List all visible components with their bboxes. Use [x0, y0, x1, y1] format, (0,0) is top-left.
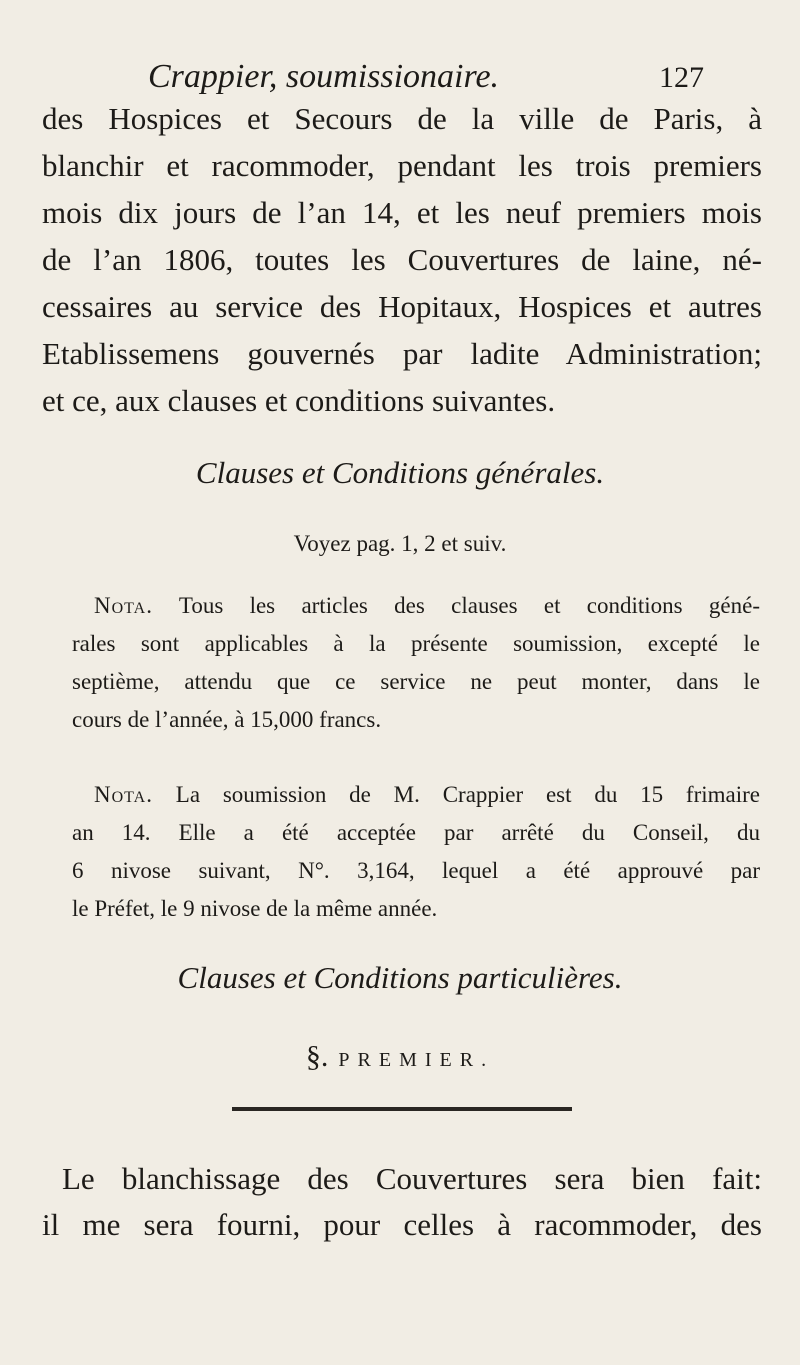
- nota-line: 6 nivose suivant, N°. 3,164, lequel a été approuvé par: [72, 858, 760, 883]
- nota-line: an 14. Elle a été acceptée par arrêté du Conseil, du: [72, 820, 760, 845]
- nota-line: rales sont applicables à la présente soumission, excepté le: [72, 631, 760, 656]
- body-line: cessaires au service des Hopitaux, Hospices et autres: [42, 289, 762, 324]
- body-line: de l’an 1806, toutes les Couvertures de laine, né-: [42, 242, 762, 277]
- section-heading: [0, 1040, 800, 1074]
- body-line: des Hospices et Secours de la ville de Paris, à: [42, 101, 762, 136]
- body-line: mois dix jours de l’an 14, et les neuf premiers mois: [42, 195, 762, 230]
- nota-label: Nota.: [94, 782, 153, 807]
- heading-particular-clauses: Clauses et Conditions particulières.: [177, 960, 623, 995]
- section-title: PREMIER.: [338, 1049, 495, 1071]
- nota-text: Tous les articles des clauses et conditions géné-: [178, 593, 760, 618]
- body-line: blanchir et racommoder, pendant les trois premiers: [42, 148, 762, 183]
- body-line: et ce, aux clauses et conditions suivantes.: [42, 383, 556, 418]
- heading-general-clauses: Clauses et Conditions générales.: [195, 455, 605, 490]
- nota-label: Nota.: [94, 593, 153, 618]
- nota-text: La soumission de M. Crappier est du 15 frimaire: [175, 782, 760, 807]
- nota-line: septième, attendu que ce service ne peut monter, dans le: [72, 669, 760, 694]
- running-header: [148, 58, 704, 96]
- section-symbol: §.: [305, 1040, 329, 1073]
- nota-line: le Préfet, le 9 nivose de la même année.: [72, 896, 438, 921]
- body-line: Etablissemens gouvernés par ladite Administration;: [42, 336, 762, 371]
- nota-line-1: [94, 594, 760, 617]
- closing-line: il me sera fourni, pour celles à racommoder, des: [42, 1207, 762, 1242]
- nota-line-1: [94, 783, 760, 806]
- nota-line: cours de l’année, à 15,000 francs.: [72, 707, 382, 732]
- section-rule: [232, 1107, 572, 1111]
- closing-line: Le blanchissage des Couvertures sera bien fait:: [62, 1161, 762, 1196]
- running-title: Crappier, soumissionaire.: [148, 58, 500, 95]
- see-pages-reference: Voyez pag. 1, 2 et suiv.: [293, 531, 507, 556]
- page-number: 127: [659, 61, 704, 94]
